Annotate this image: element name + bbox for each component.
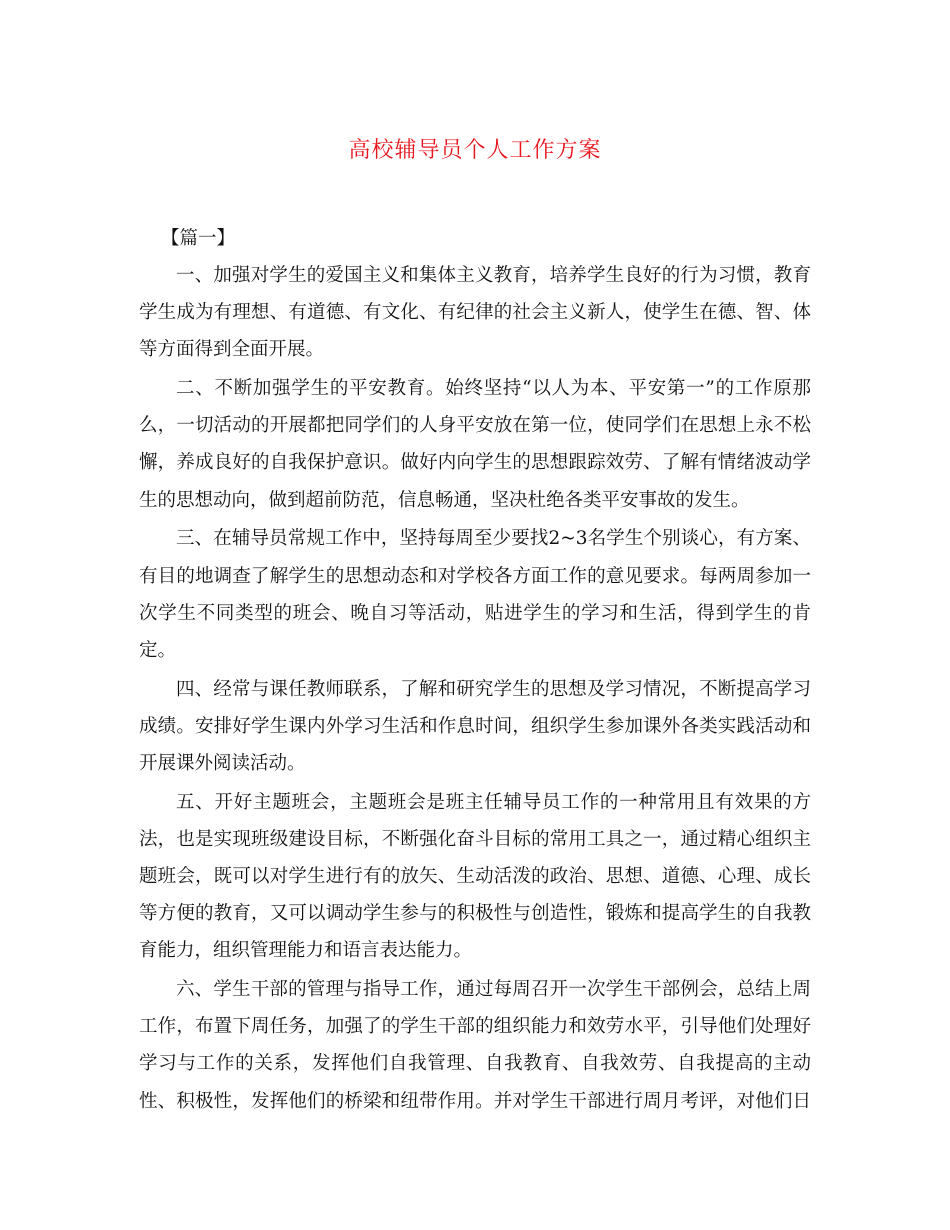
paragraph	[139, 370, 811, 519]
paragraph-line: 五、开好主题班会，主题班会是班主任辅导员工作的一种常用且有效果的方	[176, 791, 811, 813]
document-body	[139, 220, 811, 1121]
paragraph	[139, 520, 811, 669]
paragraph-line: 成绩。安排好学生课内外学习生活和作息时间，组织学生参加课外各类实践活动和	[139, 715, 811, 737]
paragraph-line: 学生成为有理想、有道德、有文化、有纪律的社会主义新人，使学生在德、智、体	[139, 302, 811, 324]
section-label: 【篇一】	[161, 228, 236, 249]
paragraph-line: 等方面得到全面开展。	[139, 339, 325, 361]
paragraph-line: 育能力，组织管理能力和语言表达能力。	[139, 940, 473, 962]
paragraph	[139, 971, 811, 1120]
paragraph-line: 性、积极性，发挥他们的桥梁和纽带作用。并对学生干部进行周月考评，对他们日	[139, 1090, 811, 1112]
paragraph-line: 工作，布置下周任务，加强了的学生干部的组织能力和效劳水平，引导他们处理好	[139, 1016, 811, 1038]
document-title: 高校辅导员个人工作方案	[348, 138, 602, 163]
paragraph-line: 题班会，既可以对学生进行有的放矢、生动活泼的政治、思想、道德、心理、成长	[139, 866, 811, 887]
paragraph-line: 等方便的教育，又可以调动学生参与的积极性与创造性，锻炼和提高学生的自我教	[139, 903, 811, 925]
paragraph-line: 开展课外阅读活动。	[139, 752, 306, 774]
paragraph-line: 学习与工作的关系，发挥他们自我管理、自我教育、自我效劳、自我提高的主动	[139, 1053, 811, 1075]
paragraph-line: 么，一切活动的开展都把同学们的人身平安放在第一位，使同学们在思想上永不松	[139, 415, 811, 437]
paragraph	[139, 257, 811, 369]
paragraph-line: 三、在辅导员常规工作中，坚持每周至少要找2~3名学生个别谈心，有方案、	[176, 528, 811, 550]
paragraph-line: 次学生不同类型的班会、晚自习等活动，贴进学生的学习和生活，得到学生的肯	[139, 602, 811, 624]
paragraph-line: 法，也是实现班级建设目标，不断强化奋斗目标的常用工具之一，通过精心组织主	[139, 828, 811, 850]
paragraph-line: 有目的地调查了解学生的思想动态和对学校各方面工作的意见要求。每两周参加一	[139, 565, 811, 587]
paragraph-line: 四、经常与课任教师联系，了解和研究学生的思想及学习情况，不断提高学习	[176, 678, 811, 700]
paragraph-line: 六、学生干部的管理与指导工作，通过每周召开一次学生干部例会，总结上周	[176, 979, 811, 1001]
paragraph-line: 二、不断加强学生的平安教育。始终坚持“以人为本、平安第一”的工作原那	[176, 378, 811, 400]
paragraph	[139, 784, 811, 970]
paragraph-line: 定。	[139, 639, 177, 661]
paragraph-line: 生的思想动向，做到超前防范，信息畅通，坚决杜绝各类平安事故的发生。	[139, 489, 750, 511]
paragraph-line: 懈，养成良好的自我保护意识。做好内向学生的思想跟踪效劳、了解有情绪波动学	[139, 452, 811, 474]
paragraph-line: 一、加强对学生的爱国主义和集体主义教育，培养学生良好的行为习惯，教育	[176, 265, 811, 286]
paragraph-list	[139, 257, 811, 1120]
paragraph	[139, 671, 811, 783]
